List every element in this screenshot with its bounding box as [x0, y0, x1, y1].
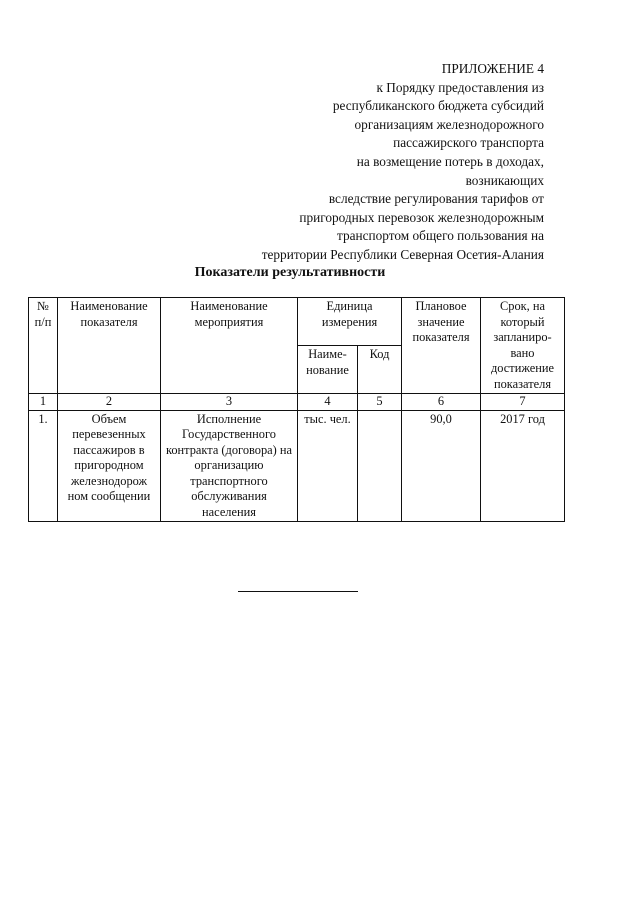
header-unit-code: Код: [358, 346, 402, 394]
column-number: 7: [481, 394, 565, 411]
header-indicator: Наименование показателя: [58, 298, 161, 394]
appendix-line: возникающих: [465, 172, 544, 188]
appendix-line: к Порядку предоставления из: [376, 79, 544, 95]
appendix-line: ПРИЛОЖЕНИЕ 4: [441, 61, 544, 76]
cell-plan: 90,0: [402, 410, 481, 522]
header-event: Наименование мероприятия: [161, 298, 298, 394]
appendix-line: транспортом общего пользования на: [336, 228, 544, 244]
column-number: 2: [58, 394, 161, 411]
cell-event: Исполнение Государственного контракта (договора) на организацию транспортного обслуживания населения: [161, 410, 298, 522]
appendix-line: организациям железнодорожного: [354, 116, 544, 132]
appendix-line: территории Республики Северная Осетия-Алания: [261, 246, 544, 262]
cell-indicator: Объем перевезенных пассажиров в пригородном железнодорож ном сообщении: [58, 410, 161, 522]
appendix-header: [164, 60, 544, 265]
indicators-table: [28, 297, 565, 522]
column-number: 6: [402, 394, 481, 411]
appendix-line: пригородных перевозок железнодорожным: [299, 209, 544, 225]
header-num: № п/п: [29, 298, 58, 394]
appendix-line: республиканского бюджета субсидий: [332, 98, 544, 114]
column-number: 3: [161, 394, 298, 411]
appendix-line: вследствие регулирования тарифов от: [328, 191, 544, 207]
column-number: 5: [358, 394, 402, 411]
cell-num: 1.: [29, 410, 58, 522]
closing-divider-line: [238, 591, 358, 592]
header-unit-name: Наиме-нование: [298, 346, 358, 394]
cell-unit-name: тыс. чел.: [298, 410, 358, 522]
header-plan: Плановое значение показателя: [402, 298, 481, 394]
appendix-line: на возмещение потерь в доходах,: [356, 153, 544, 169]
column-number: 4: [298, 394, 358, 411]
document-title: Показатели результативности: [194, 265, 386, 280]
cell-unit-code: [358, 410, 402, 522]
header-unit-group: Единица измерения: [298, 298, 402, 346]
header-deadline: Срок, на который запланиро-вано достижение показателя: [481, 298, 565, 394]
table-row: [29, 410, 565, 522]
column-number-row: [29, 394, 565, 411]
column-number: 1: [29, 394, 58, 411]
table-header-row: [29, 298, 565, 346]
appendix-line: пассажирского транспорта: [393, 135, 544, 151]
cell-deadline: 2017 год: [481, 410, 565, 522]
